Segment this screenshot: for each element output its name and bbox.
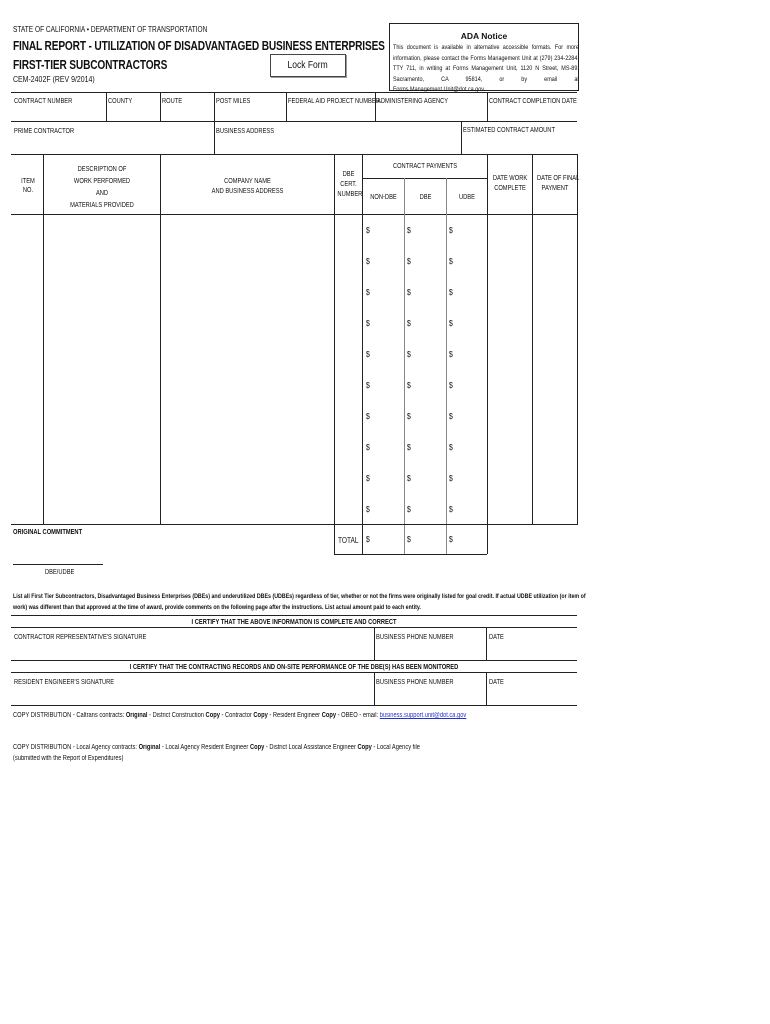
udbe-amount-field[interactable] xyxy=(457,497,487,520)
local-copy-2: Copy xyxy=(357,744,372,751)
non-dbe-amount-field[interactable] xyxy=(374,373,404,396)
final-payment-field[interactable] xyxy=(534,402,576,429)
completion-date-label: CONTRACT COMPLETION DATE xyxy=(489,98,577,105)
lock-form-label: Lock Form xyxy=(287,60,329,71)
dbe-cert-field[interactable] xyxy=(336,216,361,243)
dbe-header: DBE xyxy=(419,194,432,201)
dbe-cert-header: DBE CERT. NUMBER xyxy=(337,171,363,198)
dbe-currency: $ xyxy=(407,226,411,235)
dbe-amount-field[interactable] xyxy=(415,404,445,427)
description-field[interactable] xyxy=(45,464,159,491)
instructions-line1: List all First Tier Subcontractors, Disadvantaged Business Enterprises (DBEs) and underutilized DBEs (UDBEs) regardless of tier, whether or not the firms were originally listed for goal credit. If actual UDBE utilization (or item of xyxy=(13,593,586,600)
final-payment-field[interactable] xyxy=(534,278,576,305)
dbe-cert-field[interactable] xyxy=(336,278,361,305)
date-complete-field[interactable] xyxy=(489,495,531,522)
caltrans-copy-3: Copy xyxy=(321,712,337,719)
description-field[interactable] xyxy=(45,371,159,398)
company-field[interactable] xyxy=(162,340,333,367)
non-dbe-amount-field[interactable] xyxy=(374,311,404,334)
company-field[interactable] xyxy=(162,247,333,274)
local-copy-1: Copy xyxy=(249,744,265,751)
non-dbe-currency: $ xyxy=(366,257,370,266)
business-support-email-link[interactable]: business.support.unit@dot.ca.gov xyxy=(379,712,467,719)
estimated-amount-label: ESTIMATED CONTRACT AMOUNT xyxy=(463,127,555,134)
final-payment-field[interactable] xyxy=(534,216,576,243)
final-payment-field[interactable] xyxy=(534,495,576,522)
dbe-cert-field[interactable] xyxy=(336,433,361,460)
item-no-header: ITEM NO. xyxy=(21,178,35,194)
udbe-amount-field[interactable] xyxy=(457,342,487,365)
udbe-amount-field[interactable] xyxy=(457,404,487,427)
company-field[interactable] xyxy=(162,216,333,243)
non-dbe-amount-field[interactable] xyxy=(374,404,404,427)
date-complete-field[interactable] xyxy=(489,309,531,336)
non-dbe-currency: $ xyxy=(366,226,370,235)
local-original: Original xyxy=(138,744,161,751)
completion-date-field[interactable] xyxy=(489,106,575,120)
dbe-cert-field[interactable] xyxy=(336,309,361,336)
contract-number-field[interactable] xyxy=(12,106,104,120)
udbe-currency: $ xyxy=(449,257,453,266)
ada-notice-title: ADA Notice xyxy=(460,31,508,41)
dbe-cert-field[interactable] xyxy=(336,247,361,274)
dbe-amount-field[interactable] xyxy=(415,435,445,458)
caltrans-district-construction: - District Construction xyxy=(147,712,206,719)
dbe-udbe-commitment-field[interactable] xyxy=(13,548,103,563)
item-no-field[interactable] xyxy=(12,340,42,367)
non-dbe-currency: $ xyxy=(366,474,370,483)
engineer-phone-label: BUSINESS PHONE NUMBER xyxy=(376,679,454,686)
engineer-signature-field[interactable] xyxy=(12,688,372,704)
dbe-cert-field[interactable] xyxy=(336,402,361,429)
contract-payments-header: CONTRACT PAYMENTS xyxy=(392,163,458,170)
non-dbe-currency: $ xyxy=(366,319,370,328)
post-miles-label: POST MILES xyxy=(216,98,251,105)
udbe-amount-field[interactable] xyxy=(457,280,487,303)
post-miles-field[interactable] xyxy=(216,106,284,120)
total-label: TOTAL xyxy=(338,536,359,545)
total-dbe-field[interactable] xyxy=(416,530,444,550)
final-payment-field[interactable] xyxy=(534,433,576,460)
route-label: ROUTE xyxy=(162,98,183,105)
ada-notice-body: This document is available in alternative accessible formats. For more information, please contact the Forms Management Unit at (279) 234-2284, TTY 711, in writing at Forms Management Unit, 1120 N Street, MS-89, Sacramento, CA 95814, or by email at Forms.Management.Unit@dot.ca.gov. xyxy=(393,44,579,93)
dbe-amount-field[interactable] xyxy=(415,342,445,365)
lock-form-button[interactable] xyxy=(270,54,346,77)
non-dbe-currency: $ xyxy=(366,381,370,390)
final-payment-field[interactable] xyxy=(534,464,576,491)
udbe-amount-field[interactable] xyxy=(457,373,487,396)
item-no-field[interactable] xyxy=(12,464,42,491)
dbe-currency: $ xyxy=(407,381,411,390)
caltrans-contractor: - Contractor xyxy=(219,712,254,719)
dbe-cert-field[interactable] xyxy=(336,371,361,398)
dbe-currency: $ xyxy=(407,505,411,514)
caltrans-resident-engineer: - Resident Engineer xyxy=(267,712,322,719)
dbe-amount-field[interactable] xyxy=(415,497,445,520)
final-payment-field[interactable] xyxy=(534,309,576,336)
administering-agency-field[interactable] xyxy=(377,106,485,120)
description-field[interactable] xyxy=(45,278,159,305)
date-complete-field[interactable] xyxy=(489,433,531,460)
udbe-amount-field[interactable] xyxy=(457,466,487,489)
dbe-currency: $ xyxy=(407,412,411,421)
description-field[interactable] xyxy=(45,247,159,274)
udbe-header: UDBE xyxy=(459,194,475,201)
form-id: CEM-2402F (REV 9/2014) xyxy=(13,74,95,84)
non-dbe-amount-field[interactable] xyxy=(374,342,404,365)
company-header: COMPANY NAME AND BUSINESS ADDRESS xyxy=(211,178,284,195)
local-distribution-note: (submitted with the Report of Expenditures) xyxy=(13,755,124,762)
engineer-date-label: DATE xyxy=(489,679,504,686)
dbe-cert-field[interactable] xyxy=(336,340,361,367)
non-dbe-currency: $ xyxy=(366,412,370,421)
dbe-currency: $ xyxy=(407,288,411,297)
date-complete-field[interactable] xyxy=(489,371,531,398)
description-field[interactable] xyxy=(45,495,159,522)
non-dbe-amount-field[interactable] xyxy=(374,280,404,303)
certify-contractor-heading: I CERTIFY THAT THE ABOVE INFORMATION IS COMPLETE AND CORRECT xyxy=(191,619,397,626)
caltrans-copy-2: Copy xyxy=(253,712,268,719)
company-field[interactable] xyxy=(162,495,333,522)
item-no-field[interactable] xyxy=(12,371,42,398)
business-address-label: BUSINESS ADDRESS xyxy=(216,128,275,135)
item-no-field[interactable] xyxy=(12,247,42,274)
dbe-cert-field[interactable] xyxy=(336,495,361,522)
original-commitment-label: ORIGINAL COMMITMENT xyxy=(13,529,83,536)
date-complete-field[interactable] xyxy=(489,216,531,243)
total-non-dbe-currency: $ xyxy=(366,535,370,544)
company-field[interactable] xyxy=(162,371,333,398)
engineer-date-field[interactable] xyxy=(488,688,576,704)
date-complete-field[interactable] xyxy=(489,247,531,274)
ada-notice-box xyxy=(389,23,579,91)
contractor-date-field[interactable] xyxy=(488,643,576,659)
description-header: DESCRIPTION OF WORK PERFORMED AND MATERIALS PROVIDED xyxy=(70,166,134,209)
item-no-field[interactable] xyxy=(12,402,42,429)
udbe-currency: $ xyxy=(449,443,453,452)
dbe-udbe-label: DBE/UDBE xyxy=(45,569,75,576)
description-field[interactable] xyxy=(45,433,159,460)
caltrans-distribution xyxy=(13,711,466,720)
date-complete-field[interactable] xyxy=(489,402,531,429)
county-label: COUNTY xyxy=(108,98,133,105)
final-payment-field[interactable] xyxy=(534,340,576,367)
dbe-currency: $ xyxy=(407,474,411,483)
udbe-currency: $ xyxy=(449,350,453,359)
caltrans-distribution-prefix: COPY DISTRIBUTION - Caltrans contracts: xyxy=(13,712,126,719)
caltrans-obeo-email: - OBEO - email: xyxy=(336,712,380,719)
udbe-currency: $ xyxy=(449,288,453,297)
non-dbe-amount-field[interactable] xyxy=(374,435,404,458)
description-field[interactable] xyxy=(45,402,159,429)
item-no-field[interactable] xyxy=(12,495,42,522)
udbe-amount-field[interactable] xyxy=(457,218,487,241)
dbe-amount-field[interactable] xyxy=(415,280,445,303)
local-agency-distribution xyxy=(13,743,420,752)
engineer-signature-label: RESIDENT ENGINEER'S SIGNATURE xyxy=(14,679,115,686)
certify-engineer-heading: I CERTIFY THAT THE CONTRACTING RECORDS AND ON-SITE PERFORMANCE OF THE DBE(S) HAS BEEN MONITORED xyxy=(129,664,459,671)
non-dbe-amount-field[interactable] xyxy=(374,466,404,489)
total-udbe-field[interactable] xyxy=(458,530,486,550)
non-dbe-currency: $ xyxy=(366,443,370,452)
final-payment-field[interactable] xyxy=(534,247,576,274)
company-field[interactable] xyxy=(162,278,333,305)
dbe-cert-field[interactable] xyxy=(336,464,361,491)
non-dbe-amount-field[interactable] xyxy=(374,218,404,241)
dbe-currency: $ xyxy=(407,443,411,452)
item-no-field[interactable] xyxy=(12,433,42,460)
estimated-amount-field[interactable] xyxy=(463,137,575,153)
total-udbe-currency: $ xyxy=(449,535,453,544)
federal-aid-field[interactable] xyxy=(288,106,373,120)
contractor-phone-label: BUSINESS PHONE NUMBER xyxy=(376,634,454,641)
date-work-complete-header: DATE WORK COMPLETE xyxy=(492,175,528,192)
description-field[interactable] xyxy=(45,340,159,367)
business-address-field[interactable] xyxy=(216,137,459,153)
non-dbe-header: NON-DBE xyxy=(370,194,397,201)
final-payment-header: DATE OF FINAL PAYMENT xyxy=(536,175,580,192)
dbe-amount-field[interactable] xyxy=(415,373,445,396)
prime-contractor-label: PRIME CONTRACTOR xyxy=(14,128,75,135)
non-dbe-amount-field[interactable] xyxy=(374,497,404,520)
udbe-amount-field[interactable] xyxy=(457,311,487,334)
dbe-currency: $ xyxy=(407,350,411,359)
dbe-amount-field[interactable] xyxy=(415,218,445,241)
date-complete-field[interactable] xyxy=(489,340,531,367)
dbe-amount-field[interactable] xyxy=(415,249,445,272)
company-field[interactable] xyxy=(162,433,333,460)
udbe-currency: $ xyxy=(449,226,453,235)
dbe-currency: $ xyxy=(407,319,411,328)
non-dbe-amount-field[interactable] xyxy=(374,249,404,272)
item-no-field[interactable] xyxy=(12,216,42,243)
county-field[interactable] xyxy=(108,106,158,120)
local-distribution-prefix: COPY DISTRIBUTION - Local Agency contracts: xyxy=(13,744,139,751)
final-payment-field[interactable] xyxy=(534,371,576,398)
item-no-field[interactable] xyxy=(12,278,42,305)
federal-aid-label: FEDERAL AID PROJECT NUMBER xyxy=(288,98,380,105)
total-dbe-currency: $ xyxy=(407,535,411,544)
contractor-phone-field[interactable] xyxy=(376,643,484,659)
total-non-dbe-field[interactable] xyxy=(374,530,402,550)
administering-agency-label: ADMINISTERING AGENCY xyxy=(377,98,449,105)
udbe-currency: $ xyxy=(449,505,453,514)
dbe-amount-field[interactable] xyxy=(415,311,445,334)
local-resident-engineer: - Local Agency Resident Engineer xyxy=(160,744,250,751)
udbe-currency: $ xyxy=(449,381,453,390)
local-agency-file: - Local Agency file xyxy=(371,744,421,751)
non-dbe-currency: $ xyxy=(366,505,370,514)
instructions-line2: work) was different than that approved at the time of award, provide comments on the following page after the instructions. List actual amount paid to each entity. xyxy=(13,604,421,611)
udbe-currency: $ xyxy=(449,319,453,328)
udbe-amount-field[interactable] xyxy=(457,435,487,458)
description-field[interactable] xyxy=(45,216,159,243)
engineer-phone-field[interactable] xyxy=(376,688,484,704)
udbe-amount-field[interactable] xyxy=(457,249,487,272)
prime-contractor-field[interactable] xyxy=(12,137,212,153)
contractor-date-label: DATE xyxy=(489,634,504,641)
udbe-currency: $ xyxy=(449,412,453,421)
non-dbe-currency: $ xyxy=(366,288,370,297)
local-assistance-engineer: - District Local Assistance Engineer xyxy=(264,744,358,751)
contractor-signature-label: CONTRACTOR REPRESENTATIVE'S SIGNATURE xyxy=(14,634,147,641)
description-field[interactable] xyxy=(45,309,159,336)
company-field[interactable] xyxy=(162,309,333,336)
agency-heading: STATE OF CALIFORNIA • DEPARTMENT OF TRANSPORTATION xyxy=(13,25,208,34)
date-complete-field[interactable] xyxy=(489,464,531,491)
dbe-currency: $ xyxy=(407,257,411,266)
contractor-signature-field[interactable] xyxy=(12,643,372,659)
dbe-amount-field[interactable] xyxy=(415,466,445,489)
caltrans-original: Original xyxy=(125,712,148,719)
non-dbe-currency: $ xyxy=(366,350,370,359)
contract-number-label: CONTRACT NUMBER xyxy=(14,98,73,105)
route-field[interactable] xyxy=(162,106,212,120)
udbe-currency: $ xyxy=(449,474,453,483)
caltrans-copy-1: Copy xyxy=(205,712,220,719)
company-field[interactable] xyxy=(162,402,333,429)
item-no-field[interactable] xyxy=(12,309,42,336)
form-title-line1: FINAL REPORT - UTILIZATION OF DISADVANTAGED BUSINESS ENTERPRISES xyxy=(13,38,385,53)
company-field[interactable] xyxy=(162,464,333,491)
date-complete-field[interactable] xyxy=(489,278,531,305)
form-title-line2: FIRST-TIER SUBCONTRACTORS xyxy=(13,57,168,72)
